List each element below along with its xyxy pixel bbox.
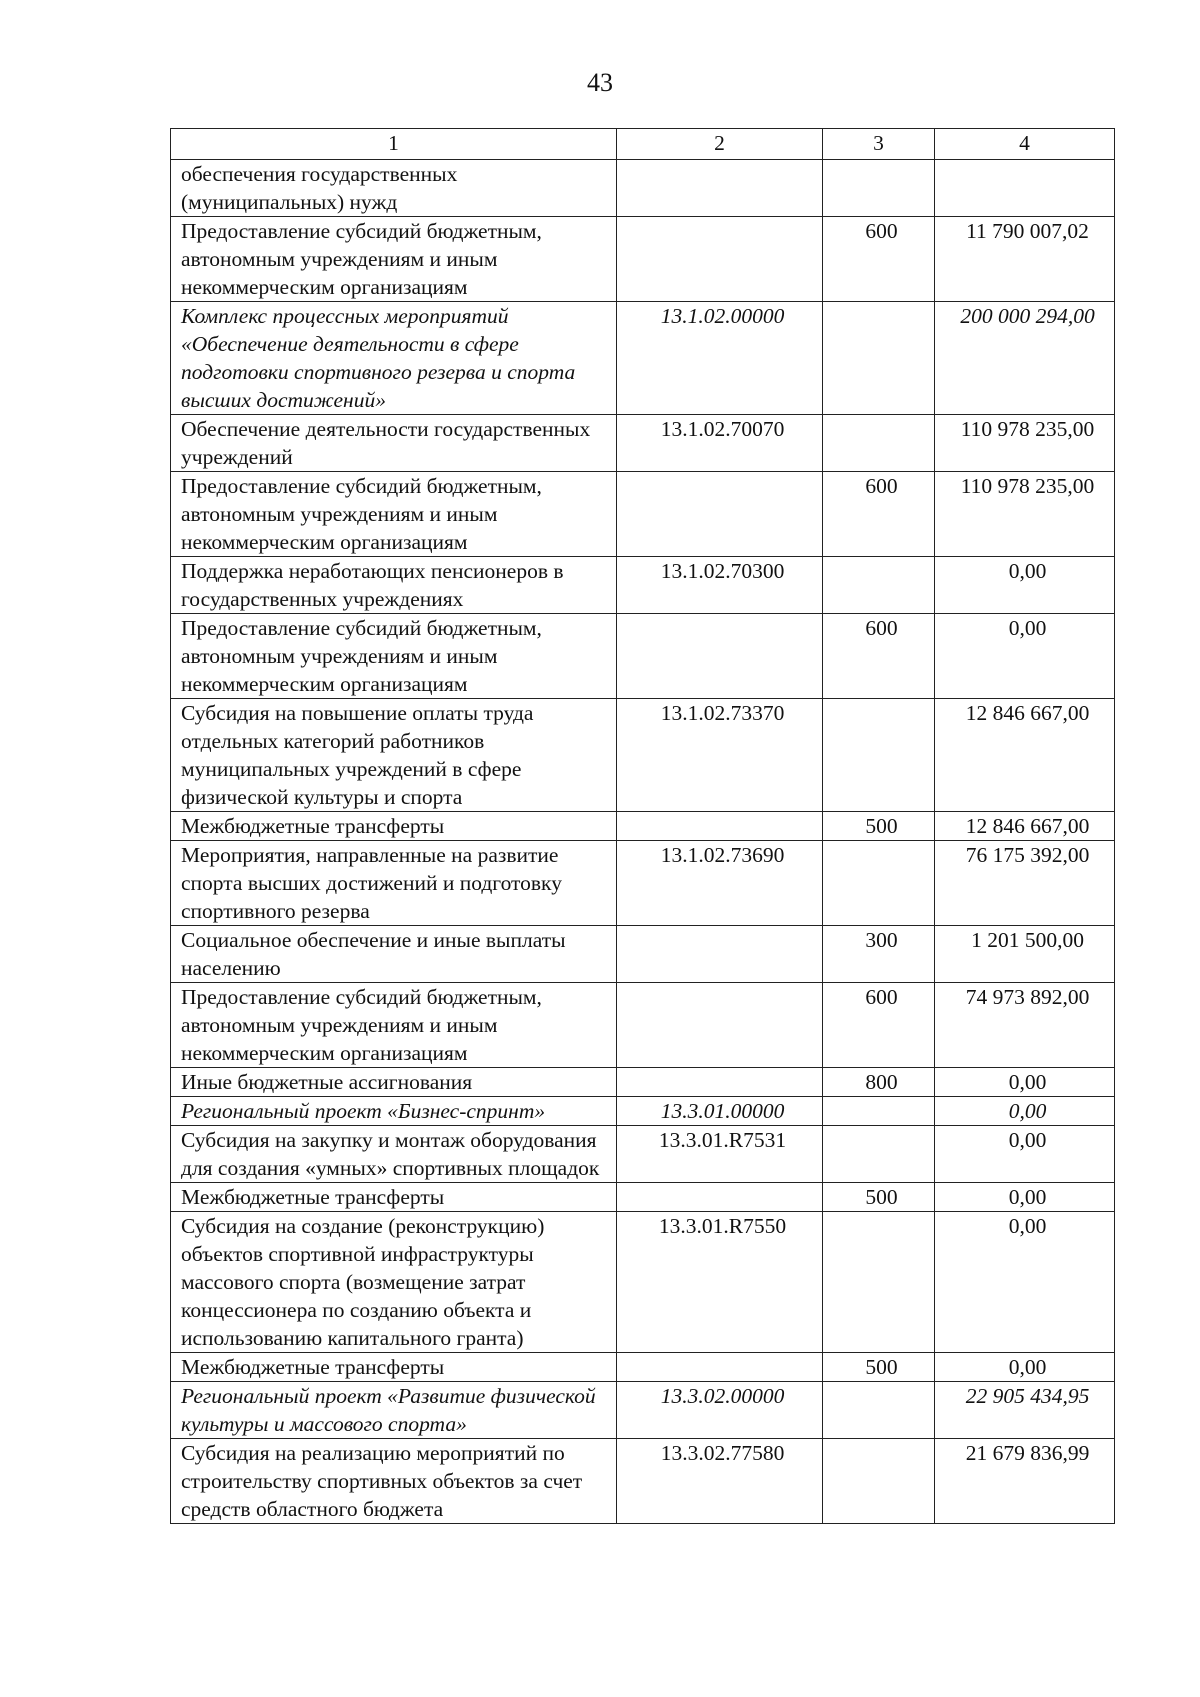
row-expense-type-cell: 800	[823, 1068, 935, 1097]
row-expense-type-cell: 600	[823, 983, 935, 1068]
row-code-cell	[617, 217, 823, 302]
row-expense-type-cell: 500	[823, 812, 935, 841]
row-code-cell	[617, 472, 823, 557]
row-name-cell: Мероприятия, направленные на развитие спорта высших достижений и подготовку спортивного резерва	[171, 841, 617, 926]
row-amount-cell: 0,00	[935, 1353, 1115, 1382]
table-row	[171, 1068, 1115, 1097]
row-name-cell: Социальное обеспечение и иные выплаты населению	[171, 926, 617, 983]
row-name-cell: Межбюджетные трансферты	[171, 1183, 617, 1212]
table-row	[171, 614, 1115, 699]
table-row	[171, 557, 1115, 614]
row-amount-cell: 22 905 434,95	[935, 1382, 1115, 1439]
row-amount-cell: 0,00	[935, 1126, 1115, 1183]
row-expense-type-cell	[823, 1126, 935, 1183]
page-number: 43	[587, 68, 613, 97]
row-code-cell: 13.1.02.70300	[617, 557, 823, 614]
row-expense-type-cell	[823, 699, 935, 812]
row-amount-cell: 0,00	[935, 1183, 1115, 1212]
column-header: 2	[617, 129, 823, 160]
row-amount-cell: 110 978 235,00	[935, 472, 1115, 557]
row-name-cell: Предоставление субсидий бюджетным, автономным учреждениям и иным некоммерческим организациям	[171, 472, 617, 557]
row-expense-type-cell	[823, 557, 935, 614]
row-code-cell: 13.3.01.R7531	[617, 1126, 823, 1183]
table-row	[171, 841, 1115, 926]
row-code-cell	[617, 614, 823, 699]
table-row	[171, 1353, 1115, 1382]
row-name-cell: Поддержка неработающих пенсионеров в государственных учреждениях	[171, 557, 617, 614]
row-expense-type-cell	[823, 302, 935, 415]
row-code-cell: 13.1.02.73690	[617, 841, 823, 926]
row-name-cell: Иные бюджетные ассигнования	[171, 1068, 617, 1097]
row-amount-cell: 21 679 836,99	[935, 1439, 1115, 1524]
row-expense-type-cell	[823, 160, 935, 217]
row-expense-type-cell	[823, 415, 935, 472]
table-row	[171, 926, 1115, 983]
row-expense-type-cell: 300	[823, 926, 935, 983]
row-name-cell: Субсидия на реализацию мероприятий по строительству спортивных объектов за счет средств областного бюджета	[171, 1439, 617, 1524]
row-amount-cell: 0,00	[935, 1097, 1115, 1126]
row-amount-cell: 74 973 892,00	[935, 983, 1115, 1068]
row-code-cell: 13.3.01.R7550	[617, 1212, 823, 1353]
row-name-cell: Обеспечение деятельности государственных учреждений	[171, 415, 617, 472]
row-amount-cell: 0,00	[935, 1212, 1115, 1353]
row-expense-type-cell	[823, 1097, 935, 1126]
row-name-cell: обеспечения государственных (муниципальных) нужд	[171, 160, 617, 217]
row-code-cell	[617, 812, 823, 841]
row-code-cell: 13.3.02.77580	[617, 1439, 823, 1524]
row-name-cell: Предоставление субсидий бюджетным, автономным учреждениям и иным некоммерческим организациям	[171, 217, 617, 302]
row-name-cell: Предоставление субсидий бюджетным, автономным учреждениям и иным некоммерческим организациям	[171, 983, 617, 1068]
row-amount-cell: 76 175 392,00	[935, 841, 1115, 926]
table-row	[171, 699, 1115, 812]
row-code-cell	[617, 926, 823, 983]
row-code-cell	[617, 1353, 823, 1382]
row-amount-cell: 110 978 235,00	[935, 415, 1115, 472]
row-expense-type-cell: 600	[823, 614, 935, 699]
row-amount-cell: 11 790 007,02	[935, 217, 1115, 302]
row-name-cell: Региональный проект «Развитие физической культуры и массового спорта»	[171, 1382, 617, 1439]
row-amount-cell: 12 846 667,00	[935, 699, 1115, 812]
table-row	[171, 1126, 1115, 1183]
row-amount-cell	[935, 160, 1115, 217]
row-expense-type-cell: 600	[823, 217, 935, 302]
table-header-row	[171, 129, 1115, 160]
row-expense-type-cell: 500	[823, 1353, 935, 1382]
table-row	[171, 1382, 1115, 1439]
row-code-cell: 13.1.02.00000	[617, 302, 823, 415]
row-code-cell	[617, 983, 823, 1068]
row-name-cell: Комплекс процессных мероприятий «Обеспечение деятельности в сфере подготовки спортивного резерва и спорта высших достижений»	[171, 302, 617, 415]
table-row	[171, 415, 1115, 472]
row-name-cell: Региональный проект «Бизнес-спринт»	[171, 1097, 617, 1126]
row-expense-type-cell: 600	[823, 472, 935, 557]
table-row	[171, 1097, 1115, 1126]
table-row	[171, 217, 1115, 302]
row-name-cell: Предоставление субсидий бюджетным, автономным учреждениям и иным некоммерческим организациям	[171, 614, 617, 699]
column-header: 3	[823, 129, 935, 160]
row-name-cell: Субсидия на создание (реконструкцию) объектов спортивной инфраструктуры массового спорта (возмещение затрат концессионера по созданию объекта и использованию капитального гранта)	[171, 1212, 617, 1353]
budget-table	[170, 128, 1115, 1524]
row-code-cell	[617, 1068, 823, 1097]
table-row	[171, 160, 1115, 217]
row-code-cell: 13.3.02.00000	[617, 1382, 823, 1439]
row-expense-type-cell	[823, 1212, 935, 1353]
row-expense-type-cell: 500	[823, 1183, 935, 1212]
table-row	[171, 302, 1115, 415]
table-row	[171, 812, 1115, 841]
row-name-cell: Межбюджетные трансферты	[171, 812, 617, 841]
row-expense-type-cell	[823, 1382, 935, 1439]
table-row	[171, 472, 1115, 557]
row-code-cell	[617, 1183, 823, 1212]
table-row	[171, 1212, 1115, 1353]
row-expense-type-cell	[823, 841, 935, 926]
row-expense-type-cell	[823, 1439, 935, 1524]
column-header: 1	[171, 129, 617, 160]
column-header: 4	[935, 129, 1115, 160]
row-name-cell: Субсидия на повышение оплаты труда отдельных категорий работников муниципальных учреждений в сфере физической культуры и спорта	[171, 699, 617, 812]
row-amount-cell: 200 000 294,00	[935, 302, 1115, 415]
row-code-cell: 13.1.02.73370	[617, 699, 823, 812]
table-row	[171, 1183, 1115, 1212]
row-amount-cell: 12 846 667,00	[935, 812, 1115, 841]
row-name-cell: Межбюджетные трансферты	[171, 1353, 617, 1382]
row-amount-cell: 0,00	[935, 614, 1115, 699]
table-body	[171, 160, 1115, 1524]
table-row	[171, 983, 1115, 1068]
row-code-cell: 13.1.02.70070	[617, 415, 823, 472]
row-code-cell: 13.3.01.00000	[617, 1097, 823, 1126]
row-code-cell	[617, 160, 823, 217]
row-amount-cell: 0,00	[935, 1068, 1115, 1097]
row-amount-cell: 1 201 500,00	[935, 926, 1115, 983]
row-amount-cell: 0,00	[935, 557, 1115, 614]
table-row	[171, 1439, 1115, 1524]
row-name-cell: Субсидия на закупку и монтаж оборудования для создания «умных» спортивных площадок	[171, 1126, 617, 1183]
